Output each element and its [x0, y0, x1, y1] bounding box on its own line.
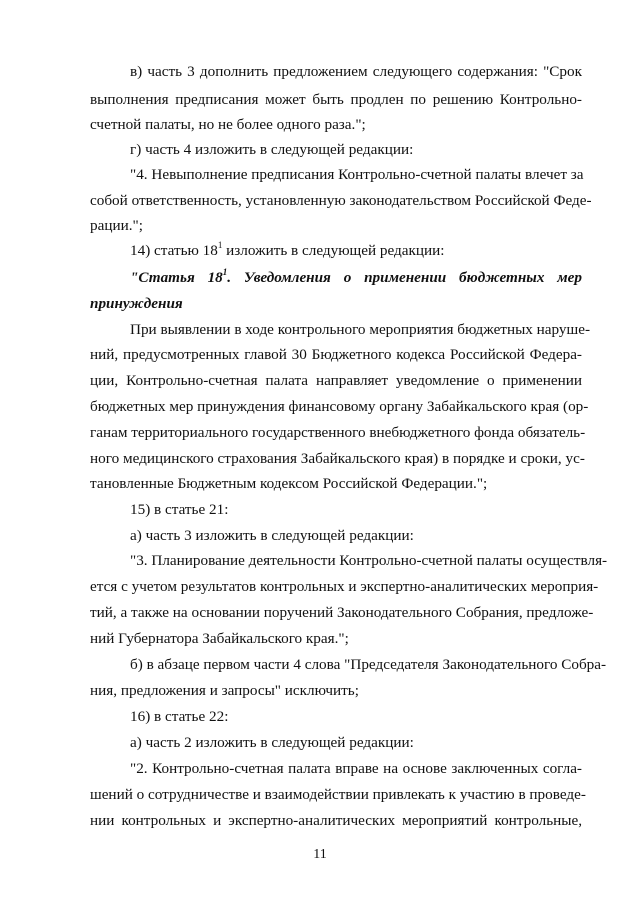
article-heading-continuation: принуждения — [90, 295, 183, 312]
text-line: нии контрольных и экспертно-аналитических мероприятий контрольные, — [90, 812, 582, 829]
text-fragment: . Уведомления о применении бюджетных мер — [227, 269, 582, 286]
text-line: собой ответственность, установленную законодательством Российской Феде- — [90, 192, 592, 209]
text-line: бюджетных мер принуждения финансовому органу Забайкальского края (ор- — [90, 398, 589, 415]
superscript: 1 — [222, 266, 228, 277]
text-line: ции, Контрольно-счетная палата направляет уведомление о применении — [90, 372, 582, 389]
text-fragment: "Статья 18 — [130, 269, 223, 286]
text-line: "3. Планирование деятельности Контрольно-счетной палаты осуществля- — [130, 552, 608, 569]
text-line: счетной палаты, но не более одного раза."; — [90, 116, 366, 133]
text-fragment: 14) статью 18 — [130, 242, 218, 259]
text-fragment: изложить в следующей редакции: — [222, 242, 445, 259]
text-line: в) часть 3 дополнить предложением следующего содержания: "Срок — [130, 63, 582, 80]
text-line: а) часть 3 изложить в следующей редакции: — [130, 527, 414, 544]
text-line: 16) в статье 22: — [130, 708, 229, 725]
text-line: тий, а также на основании поручений Законодательного Собрания, предложе- — [90, 604, 594, 621]
text-line: рации."; — [90, 217, 143, 234]
text-line: ния, предложения и запросы" исключить; — [90, 682, 359, 699]
text-line: ний Губернатора Забайкальского края."; — [90, 630, 349, 647]
text-line: тановленные Бюджетным кодексом Российской Федерации."; — [90, 475, 488, 492]
text-line: При выявлении в ходе контрольного мероприятия бюджетных наруше- — [130, 321, 591, 338]
text-line: ний, предусмотренных главой 30 Бюджетного кодекса Российской Федера- — [90, 346, 582, 363]
text-line: г) часть 4 изложить в следующей редакции: — [130, 141, 414, 158]
article-heading — [90, 267, 582, 289]
text-line: "4. Невыполнение предписания Контрольно-счетной палаты влечет за — [130, 166, 584, 183]
text-line: ганам территориального государственного внебюджетного фонда обязатель- — [90, 424, 586, 441]
text-line — [90, 240, 582, 262]
text-line: шений о сотрудничестве и взаимодействии привлекать к участию в проведе- — [90, 786, 586, 803]
text-line: выполнения предписания может быть продлен по решению Контрольно- — [90, 91, 582, 108]
text-line: а) часть 2 изложить в следующей редакции: — [130, 734, 414, 751]
text-line: ется с учетом результатов контрольных и экспертно-аналитических мероприя- — [90, 578, 599, 595]
text-line: ного медицинского страхования Забайкальского края) в порядке и сроки, ус- — [90, 450, 585, 467]
text-line: б) в абзаце первом части 4 слова "Председателя Законодательного Собра- — [130, 656, 607, 673]
page-number: 11 — [313, 847, 327, 862]
text-line: 15) в статье 21: — [130, 501, 229, 518]
text-line: "2. Контрольно-счетная палата вправе на основе заключенных согла- — [130, 760, 582, 777]
superscript: 1 — [217, 239, 223, 250]
